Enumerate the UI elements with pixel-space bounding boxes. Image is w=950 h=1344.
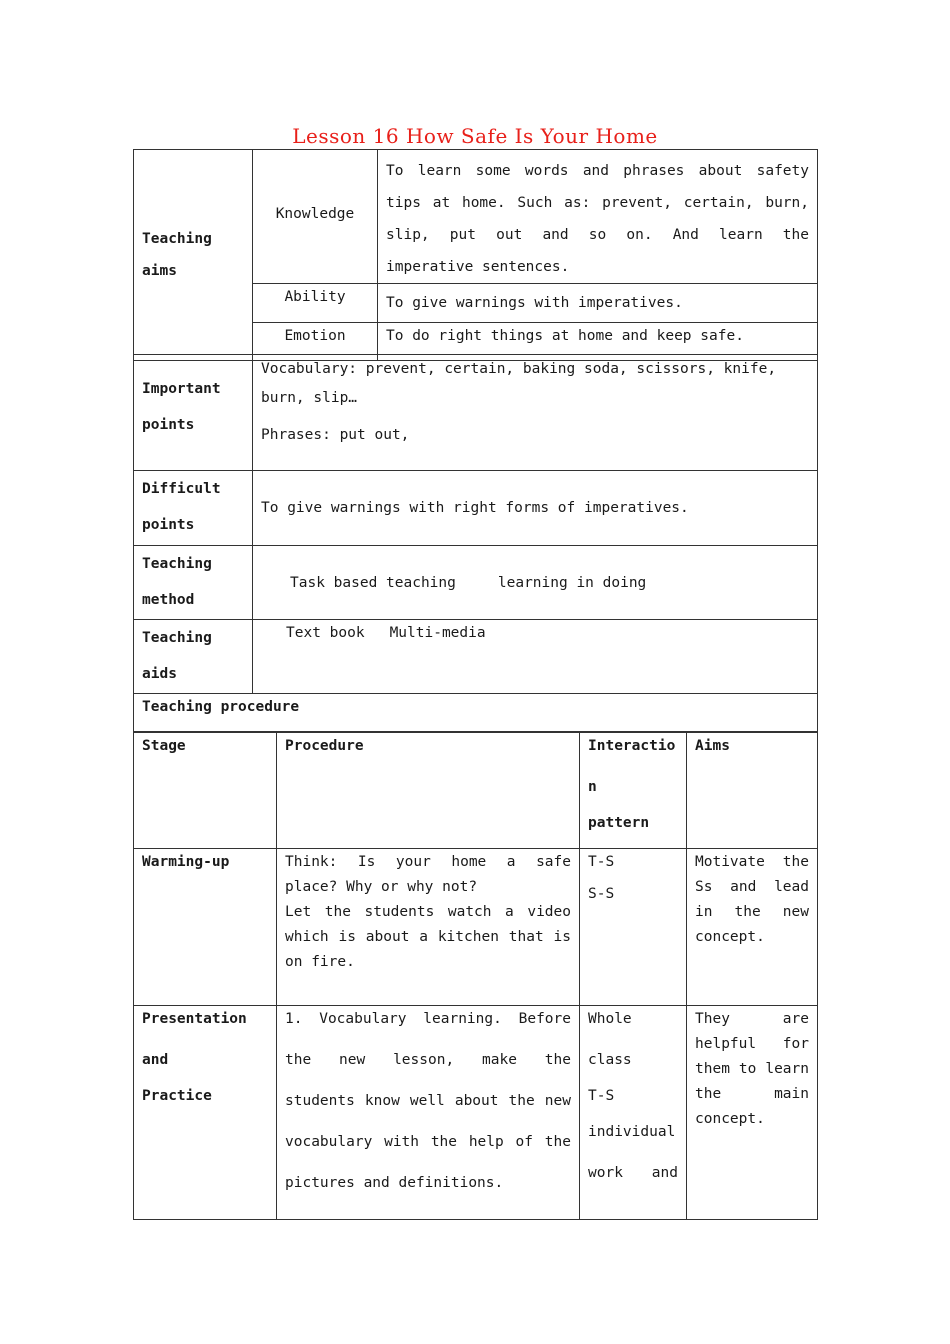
knowledge-label: Knowledge (253, 150, 378, 284)
phrases-text: Phrases: put out, (261, 427, 410, 443)
teaching-method-label: Teaching method (134, 546, 253, 620)
ability-text: To give warnings with imperatives. (378, 284, 818, 323)
important-points-label: Important points (134, 355, 253, 471)
difficult-points-label: Difficult points (134, 471, 253, 546)
vocabulary-text: Vocabulary: prevent, certain, baking soda, scissors, knife, burn, slip… (261, 361, 777, 406)
stage-warmup: Warming-up (134, 849, 277, 1006)
table-row (134, 849, 818, 1006)
difficult-points-text: To give warnings with right forms of imperatives. (253, 471, 818, 546)
emotion-text: To do right things at home and keep safe. (378, 323, 818, 361)
knowledge-text: To learn some words and phrases about safety tips at home. Such as: prevent, certain, burn, slip, put out and so on. And learn the imperative sentences. (378, 150, 818, 284)
important-points-content (253, 355, 818, 471)
interaction-warmup: T-S S-S (580, 849, 687, 1006)
ability-label: Ability (253, 284, 378, 323)
col-stage: Stage (134, 733, 277, 849)
col-aims: Aims (687, 733, 818, 849)
teaching-aids-label: Teaching aids (134, 620, 253, 694)
aims-presentation: They are helpful for them to learn the main concept. (687, 1006, 818, 1220)
aims-warmup: Motivate the Ss and lead in the new concept. (687, 849, 818, 1006)
procedure-presentation: 1. Vocabulary learning. Before the new lesson, make the students know well about the new vocabulary with the help of the pictures and definitions. (277, 1006, 580, 1220)
stage-presentation: Presentation and Practice (134, 1006, 277, 1220)
col-procedure: Procedure (277, 733, 580, 849)
col-interaction-pattern: Interactio n pattern (580, 733, 687, 849)
table-row (134, 1006, 818, 1220)
procedure-table (133, 732, 818, 1220)
procedure-warmup: Think: Is your home a safe place? Why or why not? Let the students watch a video which is about a kitchen that is on fire. (277, 849, 580, 1006)
interaction-presentation: Whole class T-S individual work and (580, 1006, 687, 1220)
page-title: Lesson 16 How Safe Is Your Home (292, 124, 658, 148)
lesson-info-table (133, 149, 818, 361)
teaching-aids-text: Text book Multi-media (253, 620, 818, 694)
emotion-label: Emotion (253, 323, 378, 361)
teaching-aims-label: Teaching aims (134, 150, 253, 361)
points-table (133, 354, 818, 732)
teaching-method-text: Task based teaching learning in doing (253, 546, 818, 620)
teaching-procedure-heading: Teaching procedure (134, 694, 818, 732)
